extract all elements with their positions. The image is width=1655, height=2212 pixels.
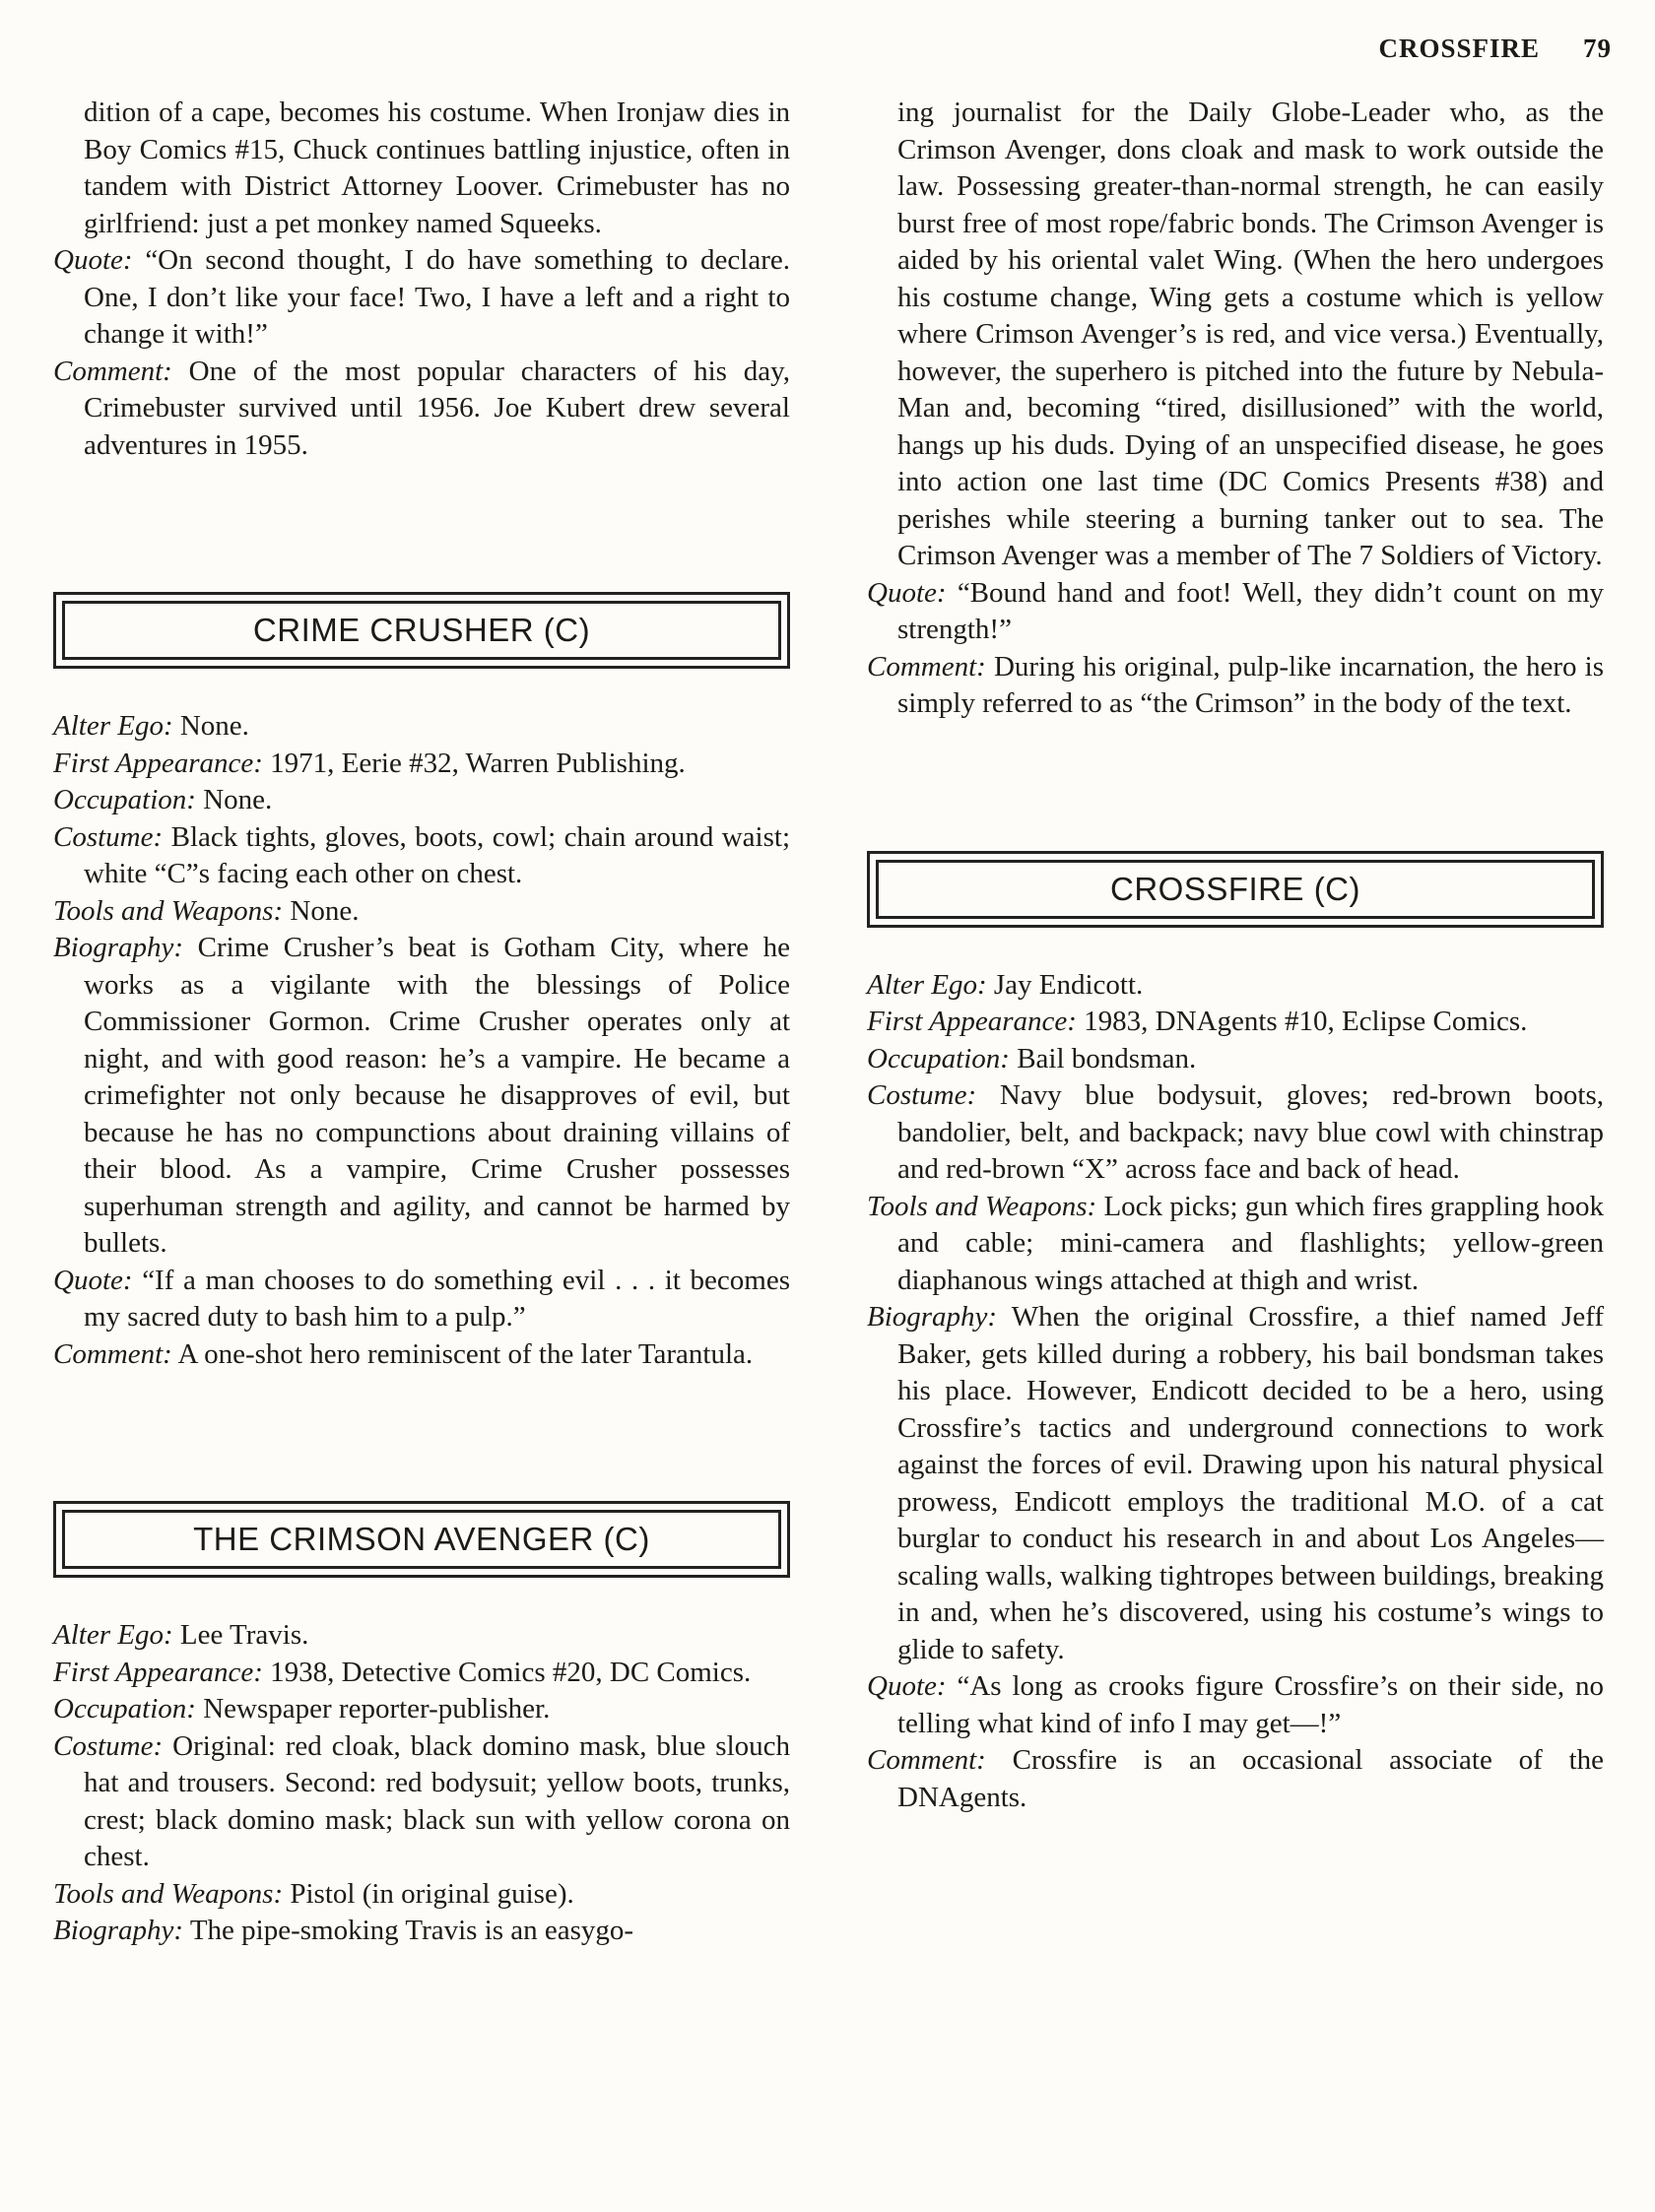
ca-alter-ego: Alter Ego: Lee Travis. (53, 1619, 309, 1651)
cf-biography: Biography: When the original Crossfire, a thief named Jeff Baker, gets killed during a robbery, his bail bondsman takes his place. However, Endicott decided to be a hero, using Crossfire’s tactics and underground connections to work against the forces of evil. Drawing upon his natural physical prowess, Endicott employs the traditional M.O. of a cat burglar to conduct his research in and about Los Angeles—scaling walls, walking tightropes between buildings, breaking in and, when he’s discovered, using his costume’s wings to glide to safety. (867, 1301, 1604, 1665)
cf-tools: Tools and Weapons: Lock picks; gun which fires grappling hook and cable; mini-camera and flashlights; yellow-green diaphanous wings attached at thigh and wrist. (867, 1190, 1604, 1296)
ca-biography-start: Biography: The pipe-smoking Travis is an easygo- (53, 1915, 634, 1946)
cf-occupation: Occupation: Bail bondsman. (867, 1042, 1197, 1074)
ca-comment: Comment: During his original, pulp-like incarnation, the hero is simply referred to as “the Crimson” in the body of the text. (867, 650, 1605, 719)
ca-tools: Tools and Weapons: Pistol (in original guise). (53, 1877, 574, 1910)
ca-quote: Quote: “Bound hand and foot! Well, they didn’t count on my strength!” (867, 576, 1604, 645)
crossfire-heading: CROSSFIRE (C) (876, 860, 1595, 919)
crime-crusher-heading: CRIME CRUSHER (C) (62, 601, 781, 660)
cf-quote: Quote: “As long as crooks figure Crossfire’s on their side, no telling what kind of info I may get—!” (867, 1670, 1605, 1739)
left-column (53, 95, 790, 1950)
crimebuster-comment: Comment: One of the most popular characters of his day, Crimebuster survived until 1956. Joe Kubert drew several adventures in 1955. (53, 355, 791, 461)
page-number: 79 (1583, 33, 1612, 63)
cc-biography: Biography: Crime Crusher’s beat is Gotham City, where he works as a vigilante with the blessings of Police Commissioner Gormon. Crime Crusher operates only at night, and with good reason: he’s a vampire. He became a crimefighter not only because he disapproves of evil, but because he has no compunctions about draining villains of their blood. As a vampire, Crime Crusher possesses superhuman strength and agility, and cannot be harmed by bullets. (53, 932, 790, 1259)
cf-comment: Comment: Crossfire is an occasional associate of the DNAgents. (867, 1744, 1604, 1813)
ca-occupation: Occupation: Newspaper reporter-publisher. (53, 1693, 551, 1724)
cf-first-appearance: First Appearance: 1983, DNAgents #10, Eclipse Comics. (867, 1006, 1528, 1037)
crimebuster-quote: Quote: “On second thought, I do have something to declare. One, I don’t like your face! Two, I have a left and a right to change it with!” (53, 244, 790, 350)
running-head (1378, 33, 1612, 64)
crossfire-heading-box (867, 851, 1604, 928)
cc-costume: Costume: Black tights, gloves, boots, cowl; chain around waist; white “C”s facing each other on chest. (53, 820, 791, 889)
right-column (867, 95, 1604, 1816)
cc-quote: Quote: “If a man chooses to do something evil . . . it becomes my sacred duty to bash him to a pulp.” (53, 1264, 790, 1333)
crimson-avenger-heading-box (53, 1501, 790, 1578)
cc-occupation: Occupation: None. (53, 784, 273, 815)
crimson-avenger-heading: THE CRIMSON AVENGER (C) (62, 1510, 781, 1569)
cc-first-appearance: First Appearance: 1971, Eerie #32, Warren Publishing. (53, 747, 686, 779)
cf-alter-ego: Alter Ego: Jay Endicott. (867, 968, 1144, 1001)
crime-crusher-heading-box (53, 592, 790, 669)
ca-first-appearance: First Appearance: 1938, Detective Comics #20, DC Comics. (53, 1656, 752, 1688)
cf-costume: Costume: Navy blue bodysuit, gloves; red-brown boots, bandolier, belt, and backpack; navy blue cowl with chinstrap and red-brown “X” across face and back of head. (867, 1079, 1605, 1185)
cc-tools: Tools and Weapons: None. (53, 894, 360, 927)
ca-biography-end: ing journalist for the Daily Globe-Leader who, as the Crimson Avenger, dons cloak and mask to work outside the law. Possessing greater-than-normal strength, he can easily burst free of most rope/fabric bonds. The Crimson Avenger is aided by his oriental valet Wing. (When the hero undergoes his costume change, Wing gets a costume which is yellow where Crimson Avenger’s is red, and vice versa.) Eventually, however, the superhero is pitched into the future by Nebula-Man and, becoming “tired, disillusioned” with the world, hangs up his duds. Dying of an unspecified disease, he goes into action one last time (DC Comics Presents #38) and perishes while steering a burning tanker out to sea. The Crimson Avenger was a member of The 7 Soldiers of Victory. (897, 97, 1604, 571)
running-head-title: CROSSFIRE (1378, 33, 1540, 63)
ca-costume: Costume: Original: red cloak, black domino mask, blue slouch hat and trousers. Second: red bodysuit; yellow boots, trunks, crest; black domino mask; black sun with yellow corona on chest. (53, 1729, 791, 1872)
cc-comment: Comment: A one-shot hero reminiscent of the later Tarantula. (53, 1337, 754, 1370)
carryover-text: dition of a cape, becomes his costume. When Ironjaw dies in Boy Comics #15, Chuck continues battling injustice, often in tandem with District Attorney Loover. Crimebuster has no girlfriend: just a pet monkey named Squeeks. (84, 97, 790, 239)
cc-alter-ego: Alter Ego: None. (53, 710, 249, 742)
